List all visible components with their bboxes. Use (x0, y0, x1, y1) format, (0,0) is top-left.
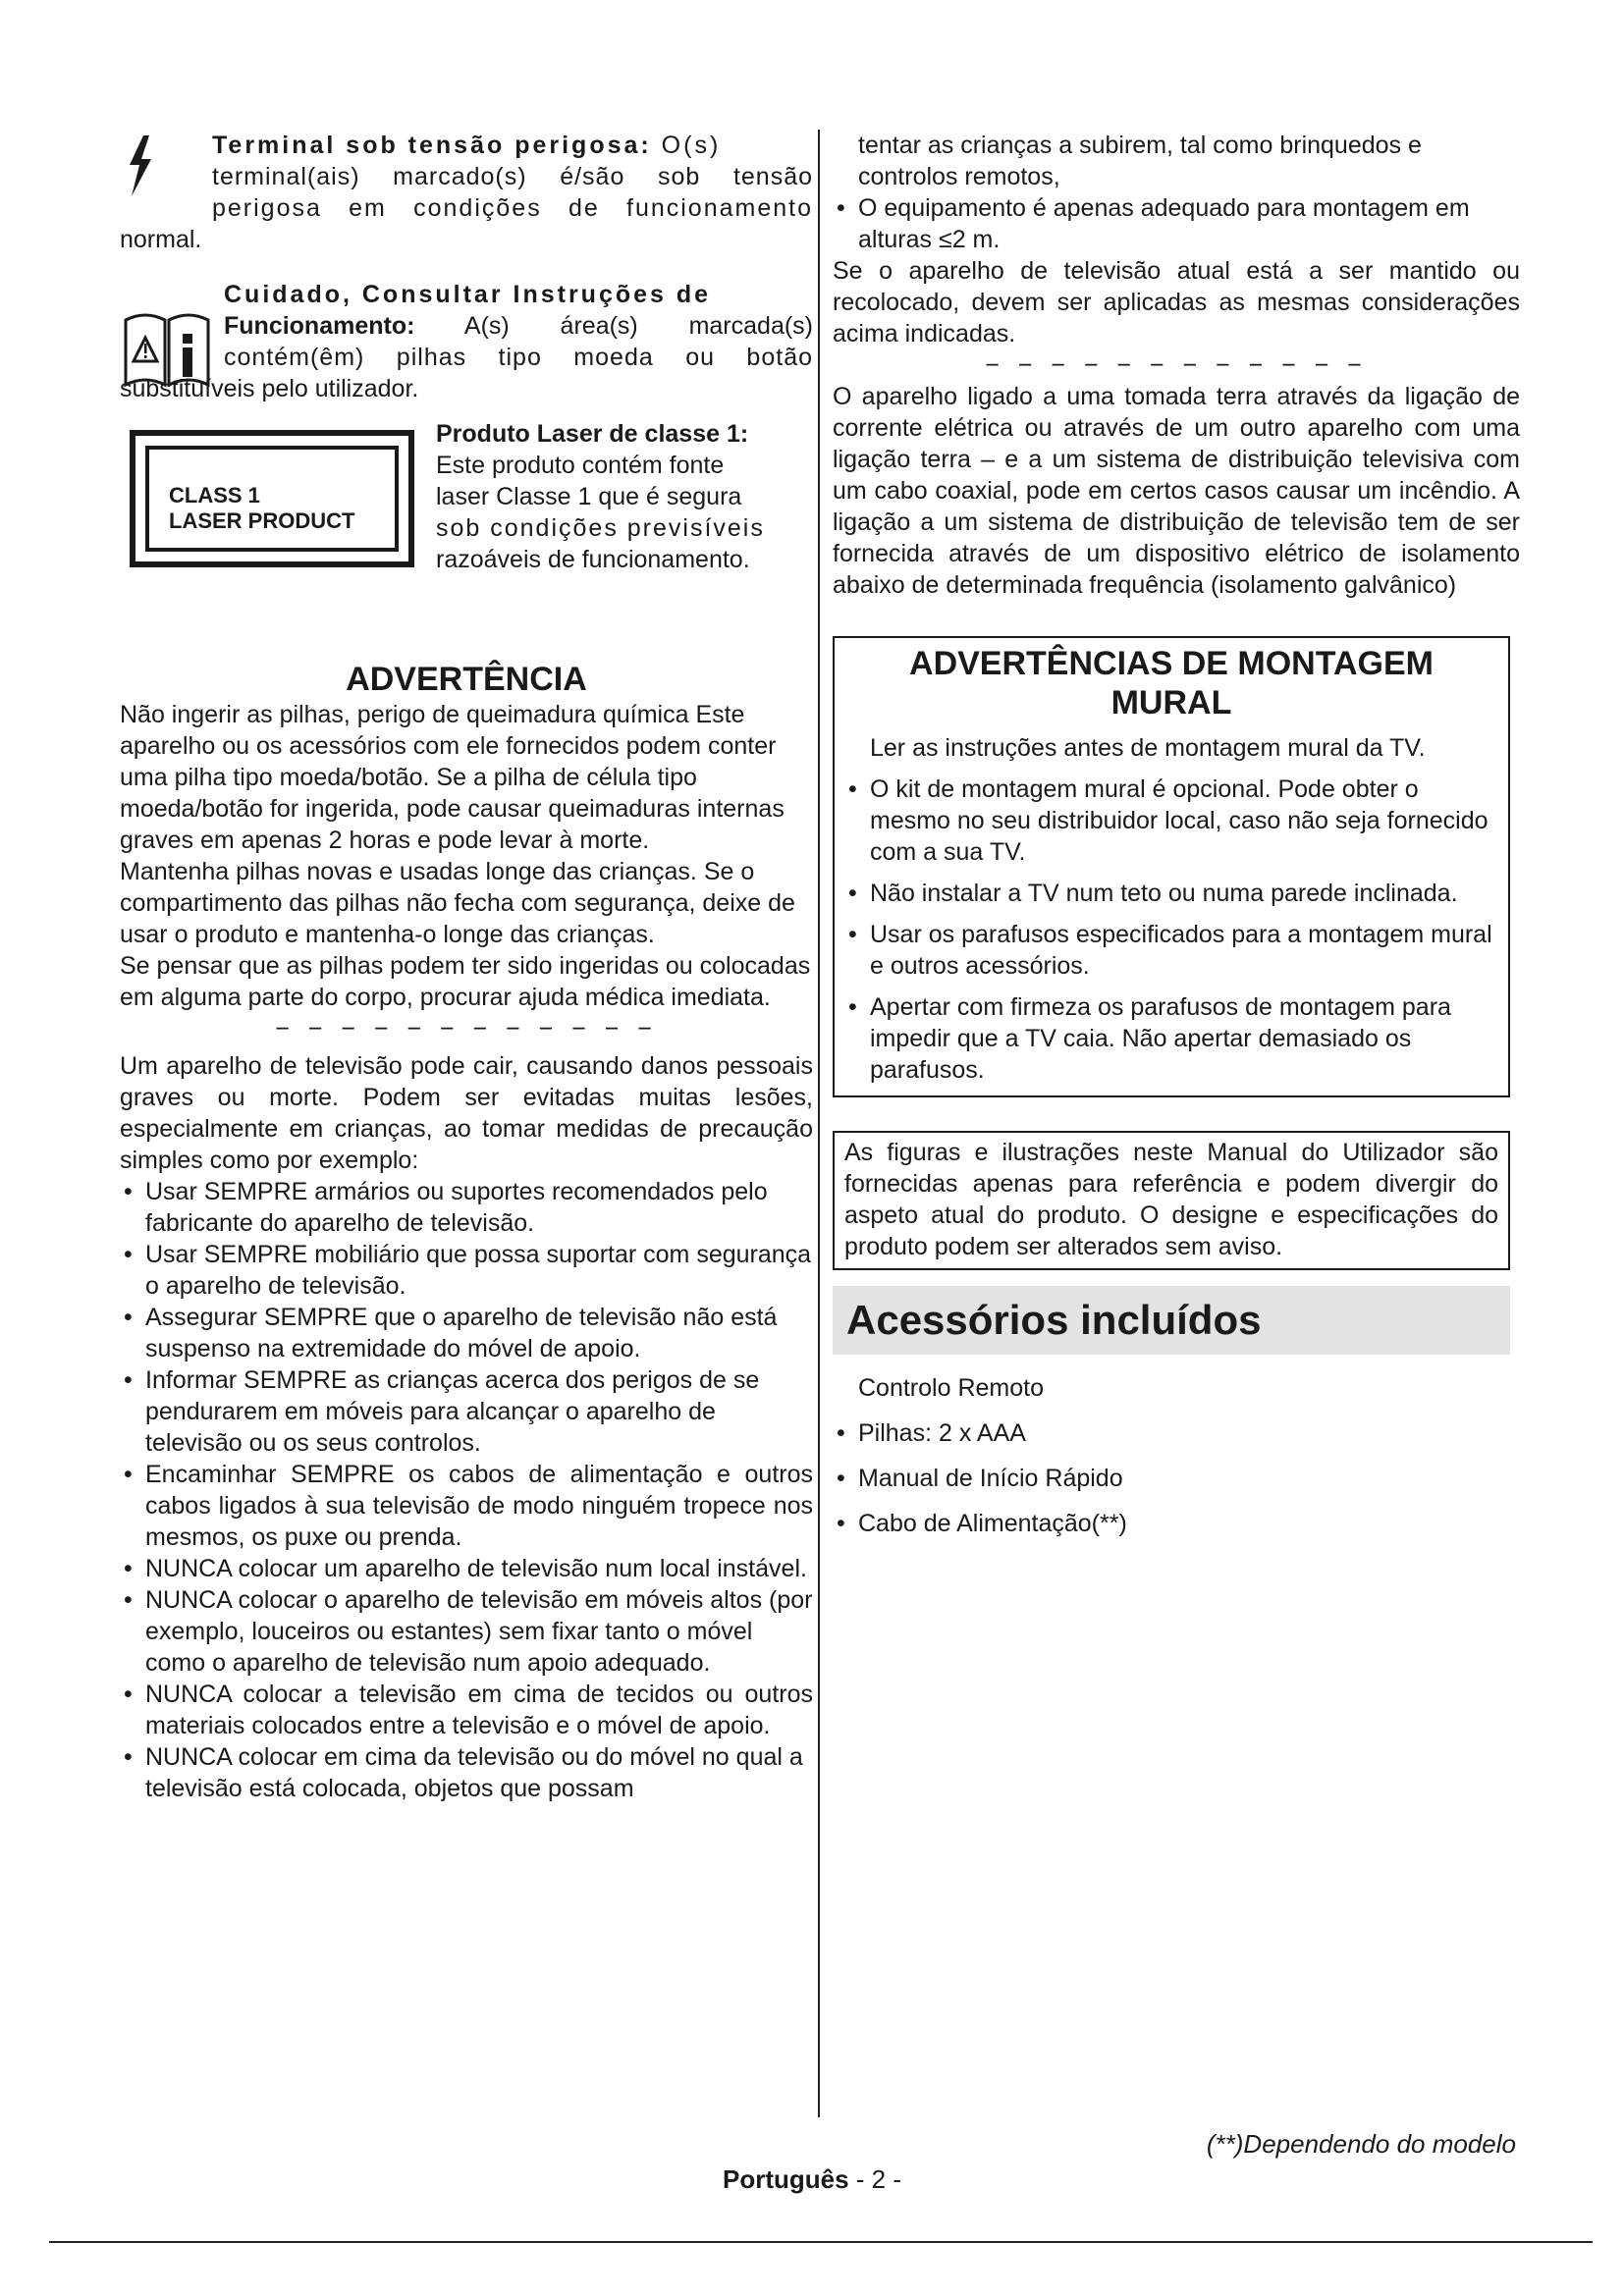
list-item: • Usar SEMPRE mobiliário que possa suportar com segurança o aparelho de televisão. (120, 1239, 813, 1302)
tipping-list-continued (833, 130, 1520, 255)
laser-label-line2: LASER PRODUCT (169, 508, 355, 533)
right-column (833, 130, 1520, 1539)
caution-text-3: contém(êm) pilhas tipo moeda ou botão (224, 344, 813, 371)
list-item: • Não instalar a TV num teto ou numa parede inclinada. (844, 878, 1498, 909)
list-item: • O kit de montagem mural é opcional. Pode obter o mesmo no seu distribuidor local, caso não seja fornecido com a sua TV. (844, 774, 1498, 868)
figures-disclaimer-box (833, 1131, 1510, 1270)
earth-connection-warning: O aparelho ligado a uma tomada terra através da ligação de corrente elétrica ou através de um outro aparelho com uma ligação terra – e a um sistema de distribuição televisiva com um cabo coaxial, pode em certos casos causar um incêndio. A ligação a um sistema de distribuição de televisão tem de ser fornecida através de um dispositivo elétrico de isolamento abaixo de determinada frequência (isolamento galvânico) (833, 383, 1520, 599)
caution-text-4: substituíveis pelo utilizador. (120, 375, 419, 402)
list-item-continuation (833, 130, 1520, 192)
wall-mount-heading: ADVERTÊNCIAS DE MONTAGEM MURAL (909, 645, 1434, 721)
left-column (120, 130, 813, 1804)
wall-mount-warnings-box (833, 636, 1510, 1097)
advertencia-paragraph-2: Mantenha pilhas novas e usadas longe das crianças. Se o compartimento das pilhas não fecha com segurança, deixe de usar o produto e mantenha-o longe das crianças. (120, 858, 795, 948)
relocate-note: Se o aparelho de televisão atual está a ser mantido ou recolocado, devem ser aplicadas as mesmas considerações acima indicadas. (833, 257, 1520, 347)
laser-class-label (130, 430, 414, 567)
list-item: • Usar SEMPRE armários ou suportes recomendados pelo fabricante do aparelho de televisão. (120, 1176, 813, 1239)
advertencia-heading: ADVERTÊNCIA (346, 661, 587, 698)
lightning-bolt-icon (124, 135, 157, 196)
laser-title: Produto Laser de classe 1: (436, 420, 749, 448)
separator-dashes-right: − − − − − − − − − − − − (985, 351, 1368, 379)
list-item: • Assegurar SEMPRE que o aparelho de televisão não está suspenso na extremidade do móvel de apoio. (120, 1302, 813, 1364)
tipping-intro: Um aparelho de televisão pode cair, causando danos pessoais graves ou morte. Podem ser evitadas muitas lesões, especialmente em crianças, ao tomar medidas de precaução simples como por exemplo: (120, 1052, 813, 1174)
hazardous-terminal-warning (120, 130, 813, 275)
page-number: - 2 - (848, 2164, 902, 2194)
list-item: • Apertar com firmeza os parafusos de montagem para impedir que a TV caia. Não apertar demasiado os parafusos. (844, 991, 1498, 1086)
continuation-text: tentar as crianças a subirem, tal como brinquedos e controlos remotos, (858, 132, 1422, 190)
list-item: • Pilhas: 2 x AAA (833, 1417, 1510, 1449)
model-dependency-note: (**)Dependendo do modelo (1206, 2129, 1516, 2159)
terminal-text-1: O(s) (651, 132, 722, 159)
list-item: Controlo Remoto (858, 1374, 1044, 1402)
caution-title-1: Cuidado, Consultar Instruções de (224, 281, 712, 308)
accessories-heading: Acessórios incluídos (833, 1286, 1510, 1355)
list-item: • NUNCA colocar em cima da televisão ou do móvel no qual a televisão está colocada, objetos que possam (120, 1741, 813, 1804)
footer-rule (49, 2241, 1593, 2243)
accessories-list (833, 1372, 1510, 1539)
column-divider (818, 130, 820, 2117)
list-item: • O equipamento é apenas adequado para montagem em alturas ≤2 m. (833, 192, 1520, 255)
separator-dashes: − − − − − − − − − − − − (275, 1015, 658, 1042)
list-item: • Manual de Início Rápido (833, 1463, 1510, 1494)
advertencia-paragraph-1: Não ingerir as pilhas, perigo de queimadura química Este aparelho ou os acessórios com ele fornecidos podem conter uma pilha tipo moeda/botão. Se a pilha de célula tipo moeda/botão for ingerida, pode causar queimaduras internas graves em apenas 2 horas e pode levar à morte. (120, 701, 785, 854)
figures-disclaimer: As figuras e ilustrações neste Manual do Utilizador são fornecidas apenas para referência e podem divergir do aspeto atual do produto. O designe e especificações do produto podem ser alterados sem aviso. (844, 1139, 1498, 1260)
tipping-warning-section (120, 1050, 813, 1804)
terminal-text-4: normal. (120, 226, 202, 253)
laser-text-3: sob condições previsíveis (436, 514, 765, 542)
wall-mount-list (844, 732, 1498, 1086)
tipping-list (120, 1176, 813, 1804)
terminal-title: Terminal sob tensão perigosa: (212, 132, 652, 159)
caution-title-2: Funcionamento: (224, 312, 415, 340)
terminal-text-2: terminal(ais) marcado(s) é/são sob tensão (212, 163, 813, 190)
laser-text-4: razoáveis de funcionamento. (436, 546, 750, 573)
advertencia-paragraph-3: Se pensar que as pilhas podem ter sido ingeridas ou colocadas em alguma parte do corpo, procurar ajuda médica imediata. (120, 952, 811, 1011)
page-footer (0, 2163, 1624, 2195)
list-item: • Cabo de Alimentação(**) (833, 1508, 1510, 1539)
laser-text-2: laser Classe 1 que é segura (436, 483, 742, 510)
laser-label-line1: CLASS 1 (169, 483, 260, 507)
list-item: • NUNCA colocar um aparelho de televisão num local instável. (120, 1553, 813, 1584)
caution-warning (120, 279, 813, 426)
list-item: • Informar SEMPRE as crianças acerca dos perigos de se pendurarem em móveis para alcançar o aparelho de televisão ou os seus controlos. (120, 1364, 813, 1459)
footer-language: Português (722, 2164, 849, 2194)
list-item: Ler as instruções antes de montagem mural da TV. (870, 734, 1426, 762)
list-item: • Encaminhar SEMPRE os cabos de alimentação e outros cabos ligados à sua televisão de modo ninguém tropece nos mesmos, os puxe ou prenda. (120, 1459, 813, 1553)
accessories-section (833, 1286, 1510, 1539)
battery-warning-section (120, 660, 813, 1044)
list-item: • NUNCA colocar a televisão em cima de tecidos ou outros materiais colocados entre a televisão e o móvel de apoio. (120, 1679, 813, 1741)
caution-text-2: A(s) área(s) marcada(s) (414, 312, 813, 340)
list-item: • NUNCA colocar o aparelho de televisão em móveis altos (por exemplo, louceiros ou estantes) sem fixar tanto o móvel como o aparelho de televisão num apoio adequado. (120, 1584, 813, 1679)
terminal-text-3: perigosa em condições de funcionamento (212, 194, 813, 222)
list-item: • Usar os parafusos especificados para a montagem mural e outros acessórios. (844, 919, 1498, 982)
laser-text-1: Este produto contém fonte (436, 452, 725, 479)
laser-product-notice (120, 418, 813, 614)
